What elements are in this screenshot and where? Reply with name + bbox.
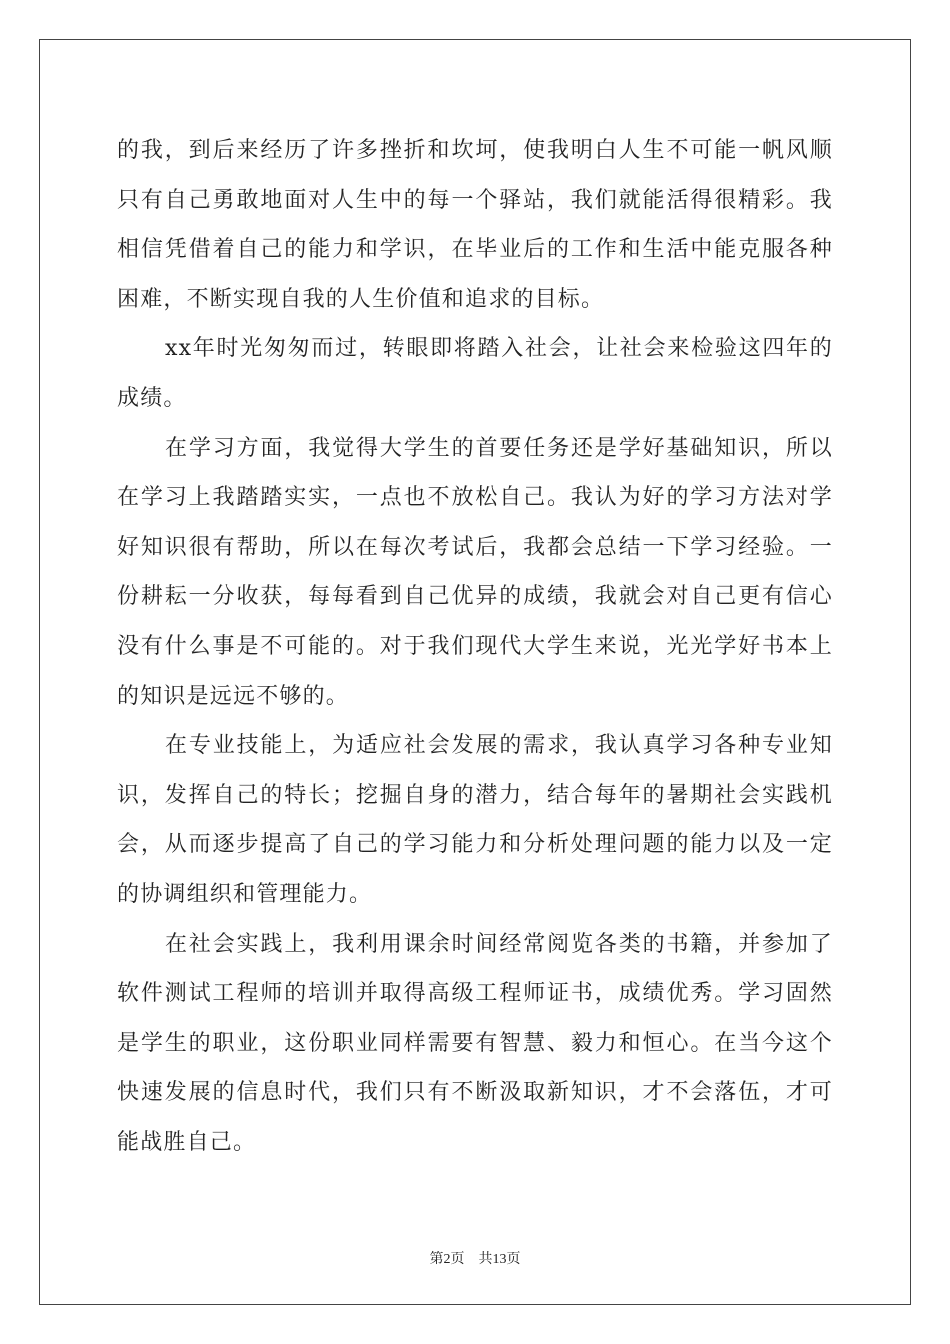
paragraph-1: 的我，到后来经历了许多挫折和坎坷，使我明白人生不可能一帆风顺只有自己勇敢地面对人生中的每一个驿站，我们就能活得很精彩。我相信凭借着自己的能力和学识，在毕业后的工作和生活中能克服各种困难，不断实现自我的人生价值和追求的目标。 bbox=[117, 138, 833, 312]
document-body bbox=[117, 126, 833, 1167]
paragraph-5: 在社会实践上，我利用课余时间经常阅览各类的书籍，并参加了软件测试工程师的培训并取得高级工程师证书，成绩优秀。学习固然是学生的职业，这份职业同样需要有智慧、毅力和恒心。在当今这个快速发展的信息时代，我们只有不断汲取新知识，才不会落伍，才可能战胜自己。 bbox=[117, 931, 833, 1155]
page-footer bbox=[0, 1248, 950, 1268]
paragraph-2: xx年时光匆匆而过，转眼即将踏入社会，让社会来检验这四年的成绩。 bbox=[117, 336, 833, 411]
page-total: 共13页 bbox=[478, 1252, 521, 1267]
paragraph-3: 在学习方面，我觉得大学生的首要任务还是学好基础知识，所以在学习上我踏踏实实，一点也不放松自己。我认为好的学习方法对学好知识很有帮助，所以在每次考试后，我都会总结一下学习经验。一份耕耘一分收获，每每看到自己优异的成绩，我就会对自己更有信心没有什么事是不可能的。对于我们现代大学生来说，光光学好书本上的知识是远远不够的。 bbox=[117, 435, 833, 709]
paragraph-4: 在专业技能上，为适应社会发展的需求，我认真学习各种专业知识，发挥自己的特长；挖掘自身的潜力，结合每年的暑期社会实践机会，从而逐步提高了自己的学习能力和分析处理问题的能力以及一定的协调组织和管理能力。 bbox=[117, 733, 833, 907]
page-number: 第2页 bbox=[429, 1252, 465, 1267]
